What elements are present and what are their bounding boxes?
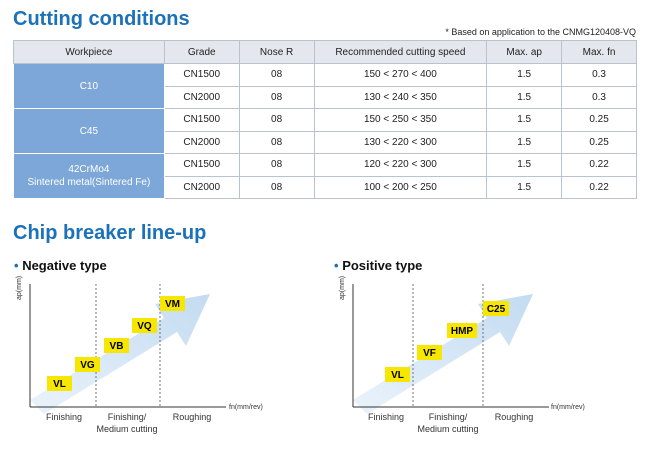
tag-vg: [75, 357, 100, 372]
bullet-icon: •: [334, 258, 339, 273]
header-workpiece: Workpiece: [14, 41, 165, 64]
direction-arrow: [30, 294, 210, 414]
workpiece-name-line2: Sintered metal(Sintered Fe): [27, 177, 151, 188]
table-row: [14, 154, 637, 177]
y-axis-label: ap(mm): [16, 275, 23, 300]
zone-finishing: Finishing: [45, 412, 83, 422]
speed-cell: 130 < 220 < 300: [314, 131, 487, 154]
zone-finishing: Finishing: [367, 412, 405, 422]
speed-cell: 150 < 250 < 350: [314, 109, 487, 132]
zone-medium: [92, 411, 162, 435]
nose-r-cell: 08: [239, 131, 314, 154]
header-grade: Grade: [164, 41, 239, 64]
grade-cell: CN2000: [164, 86, 239, 109]
negative-chart: [14, 280, 274, 415]
max-fn-cell: 0.25: [562, 109, 637, 132]
application-note: * Based on application to the CNMG120408-VQ: [445, 27, 636, 37]
negative-type-title: Negative type: [22, 258, 107, 273]
table-row: [14, 109, 637, 132]
nose-r-cell: 08: [239, 86, 314, 109]
tag-vm: [160, 296, 185, 311]
nose-r-cell: 08: [239, 154, 314, 177]
grade-cell: CN1500: [164, 64, 239, 87]
tag-label: VQ: [137, 321, 152, 332]
tag-vl: [385, 367, 410, 382]
max-ap-cell: 1.5: [487, 86, 562, 109]
positive-chart: [337, 280, 597, 415]
tag-label: HMP: [450, 326, 474, 337]
max-fn-cell: 0.3: [562, 64, 637, 87]
tag-label: VG: [80, 360, 95, 371]
table-header-row: [14, 41, 637, 64]
x-axis-label: fn(mm/rev): [229, 404, 263, 411]
max-ap-cell: 1.5: [487, 131, 562, 154]
negative-type-heading: [14, 258, 107, 273]
cutting-conditions-title: Cutting conditions: [13, 8, 190, 30]
zone-medium-line1: Finishing/: [107, 412, 147, 422]
tag-vb: [104, 338, 129, 353]
table-row: [14, 64, 637, 87]
max-fn-cell: 0.25: [562, 131, 637, 154]
zone-medium: [413, 411, 483, 435]
nose-r-cell: 08: [239, 109, 314, 132]
workpiece-name: C45: [79, 125, 99, 137]
tag-vq: [132, 318, 157, 333]
speed-cell: 100 < 200 < 250: [314, 176, 487, 199]
tag-vf: [417, 345, 442, 360]
header-max-ap: Max. ap: [487, 41, 562, 64]
header-nose-r: Nose R: [239, 41, 314, 64]
zone-medium-line1: Finishing/: [428, 412, 468, 422]
nose-r-cell: 08: [239, 64, 314, 87]
zone-medium-line2: Medium cutting: [96, 424, 158, 434]
zone-roughing: Roughing: [172, 412, 212, 422]
zone-roughing: Roughing: [494, 412, 534, 422]
tag-label: C25: [486, 304, 506, 315]
grade-cell: CN2000: [164, 131, 239, 154]
cutting-conditions-table: [13, 40, 637, 199]
max-ap-cell: 1.5: [487, 109, 562, 132]
max-fn-cell: 0.22: [562, 176, 637, 199]
max-fn-cell: 0.22: [562, 154, 637, 177]
chip-breaker-title: Chip breaker line-up: [13, 222, 207, 244]
grade-cell: CN1500: [164, 154, 239, 177]
nose-r-cell: 08: [239, 176, 314, 199]
header-max-fn: Max. fn: [562, 41, 637, 64]
tag-c25: [483, 301, 509, 316]
speed-cell: 130 < 240 < 350: [314, 86, 487, 109]
tag-vl: [47, 376, 72, 391]
y-axis-label: ap(mm): [339, 275, 346, 300]
workpiece-cell: [14, 109, 165, 154]
workpiece-name: 42CrMo4: [68, 164, 110, 175]
tag-label: VL: [53, 379, 66, 390]
tag-label: VB: [109, 341, 124, 352]
grade-cell: CN1500: [164, 109, 239, 132]
tag-label: VL: [391, 370, 404, 381]
max-ap-cell: 1.5: [487, 154, 562, 177]
bullet-icon: •: [14, 258, 19, 273]
workpiece-name: C10: [79, 80, 99, 92]
positive-type-heading: [334, 258, 422, 273]
max-ap-cell: 1.5: [487, 64, 562, 87]
positive-type-title: Positive type: [342, 258, 423, 273]
grade-cell: CN2000: [164, 176, 239, 199]
zone-medium-line2: Medium cutting: [417, 424, 479, 434]
tag-label: VM: [165, 299, 180, 310]
x-axis-label: fn(mm/rev): [551, 404, 585, 411]
max-fn-cell: 0.3: [562, 86, 637, 109]
tag-label: VF: [423, 348, 436, 359]
max-ap-cell: 1.5: [487, 176, 562, 199]
speed-cell: 120 < 220 < 300: [314, 154, 487, 177]
workpiece-cell: [14, 64, 165, 109]
speed-cell: 150 < 270 < 400: [314, 64, 487, 87]
workpiece-cell: [14, 154, 165, 199]
header-cutting-speed: Recommended cutting speed: [314, 41, 487, 64]
tag-hmp: [447, 323, 477, 338]
